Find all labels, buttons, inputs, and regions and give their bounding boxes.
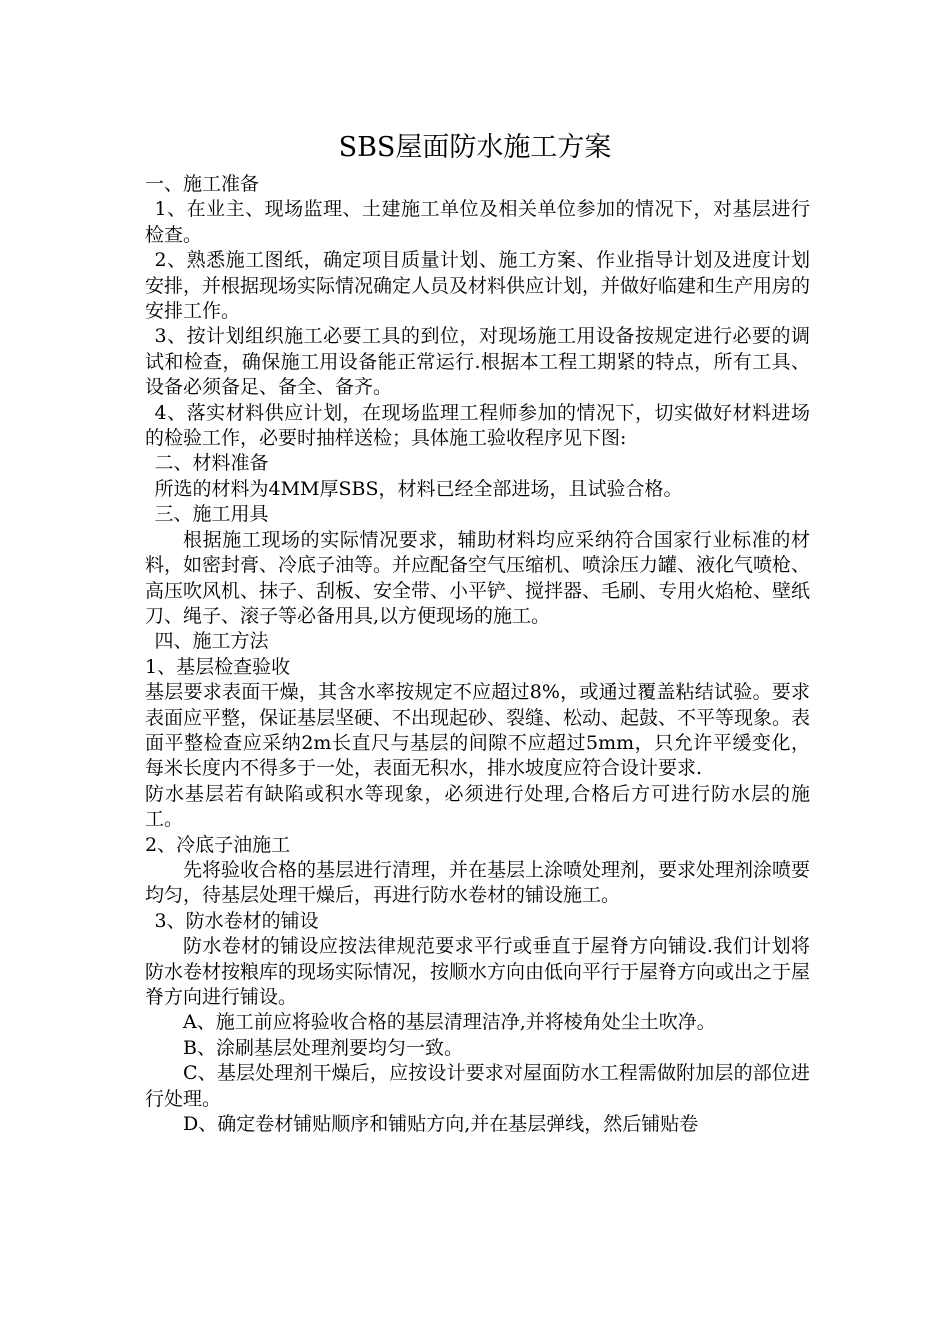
list-item-d: D、确定卷材铺贴顺序和铺贴方向,并在基层弹线，然后铺贴卷 (183, 1113, 699, 1136)
paragraph-prep-item-2: 2、熟悉施工图纸，确定项目质量计划、施工方案、作业指导计划及进度计划安排，并根据现场实际情况确定人员及材料供应计划，并做好临建和生产用房的安排工作。 (145, 249, 811, 323)
list-item-c: C、基层处理剂干燥后，应按设计要求对屋面防水工程需做附加层的部位进行处理。 (145, 1062, 810, 1110)
paragraph-prep-item-4: 4、落实材料供应计划，在现场监理工程师参加的情况下，切实做好材料进场的检验工作，必要时抽样送检；具体施工验收程序见下图: (145, 401, 810, 450)
subheading-base-inspection: 1、基层检查验收 (145, 655, 291, 678)
paragraph-base-defects: 防水基层若有缺陷或积水等现象，必须进行处理,合格后方可进行防水层的施工。 (145, 782, 810, 831)
heading-tools: 三、施工用具 (154, 503, 269, 526)
paragraph-prep-item-3: 3、按计划组织施工必要工具的到位，对现场施工用设备按规定进行必要的调试和检查，确保施工用设备能正常运行.根据本工程工期紧的特点，所有工具、设备必须备足、备全、备齐。 (145, 325, 810, 399)
list-item-a: A、施工前应将验收合格的基层清理洁净,并将棱角处尘土吹净。 (183, 1011, 716, 1034)
paragraph-prep-item-1: 1、在业主、现场监理、土建施工单位及相关单位参加的情况下，对基层进行检查。 (145, 198, 810, 246)
paragraph-primer: 先将验收合格的基层进行清理，并在基层上涂喷处理剂，要求处理剂涂喷要均匀，待基层处理干燥后，再进行防水卷材的铺设施工。 (145, 858, 811, 907)
document-body (145, 172, 810, 1137)
heading-methods: 四、施工方法 (154, 630, 269, 653)
paragraph-membrane-laying: 防水卷材的铺设应按法律规范要求平行或垂直于屋脊方向铺设.我们计划将防水卷材按粮库的现场实际情况，按顺水方向由低向平行于屋脊方向或出之于屋脊方向进行铺设。 (145, 935, 811, 1008)
list-item-b: B、涂刷基层处理剂要均匀一致。 (183, 1036, 463, 1059)
heading-materials: 二、材料准备 (154, 452, 269, 475)
subheading-primer: 2、冷底子油施工 (145, 833, 291, 856)
paragraph-tools: 根据施工现场的实际情况要求，辅助材料均应采纳符合国家行业标准的材料，如密封膏、冷底子油等。并应配备空气压缩机、喷涂压力罐、液化气喷枪、高压吹风机、抹子、刮板、安全带、小平铲、搅拌器、毛刷、专用火焰枪、壁纸刀、绳子、滚子等必备用具,以方便现场的施工。 (145, 528, 811, 627)
paragraph-base-requirements: 基层要求表面干燥，其含水率按规定不应超过8%，或通过覆盖粘结试验。要求表面应平整，保证基层坚硬、不出现起砂、裂缝、松动、起鼓、不平等现象。表面平整检查应采纳2m长直尺与基层的间隙不应超过5mm，只允许平缓变化，每米长度内不得多于一处，表面无积水，排水坡度应符合设计要求. (145, 681, 811, 780)
paragraph-materials: 所选的材料为4MM厚SBS，材料已经全部进场，且试验合格。 (154, 477, 683, 500)
subheading-membrane-laying: 3、防水卷材的铺设 (154, 909, 319, 932)
heading-preparation: 一、施工准备 (145, 173, 260, 195)
document-title: SBS屋面防水施工方案 (338, 132, 612, 163)
